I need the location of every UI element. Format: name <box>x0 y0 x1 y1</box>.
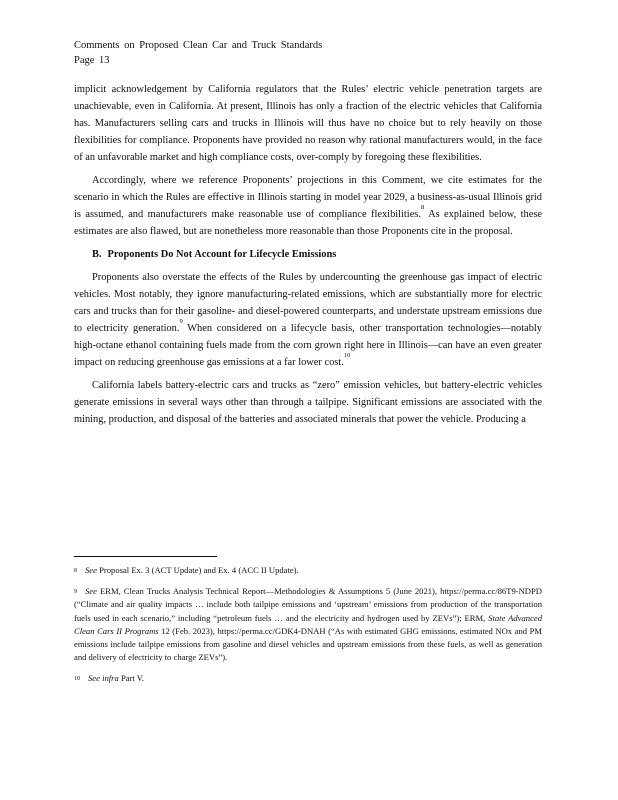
footnote-mark: 8 <box>74 568 77 574</box>
footnote-text: Proposal Ex. 3 (ACT Update) and Ex. 4 (ACC II Update). <box>96 565 299 575</box>
footnote-text-cont: 12 (Feb. 2023), https://perma.cc/GDK4-DNAH (“As with estimated GHG emissions, estimated NOx and PM emissions include tailpipe emissions from gasoline and diesel vehicles and upstream emissions from these fuels, as well as generation and delivery of electricity to charge ZEVs”). <box>74 625 542 663</box>
paragraph-2-text: Accordingly, where we reference Proponents’ projections in this Comment, we cite estimates for the scenario in which the Rules are effective in Illinois starting in model year 2029, a business-as-usual Illinois grid is assumed, and manufacturers make reasonable use of compliance flexibilities. <box>74 175 542 221</box>
paragraph-3-text-cont: When considered on a lifecycle basis, other transportation technologies—notably high-octane ethanol containing fuels made from the corn grown right here in Illinois—can have an even greater impact on reducing greenhouse gas emissions at a far lower cost. <box>74 323 542 369</box>
paragraph-2 <box>74 172 542 240</box>
footnote-mark: 10 <box>74 676 80 683</box>
footnote-signal: See <box>85 586 97 597</box>
header-page-number: Page 13 <box>74 55 110 66</box>
header-title: Comments on Proposed Clean Car and Truck Standards <box>74 40 323 51</box>
footnote-10 <box>74 672 542 685</box>
footnote-signal: See <box>88 673 100 684</box>
paragraph-1: implicit acknowledgement by California regulators that the Rules’ electric vehicle penetration targets are unachievable, even in California. At present, Illinois has only a fraction of the electric vehicles that California has. Manufacturers selling cars and trucks in Illinois will thus have no choice but to rely heavily on those flexibilities for compliance. Proponents have provided no reason why rational manufacturers would, in the face of an unfavorable market and high compliance costs, over-comply by foregoing these flexibilities. <box>74 84 542 164</box>
footnote-ref-8[interactable]: 8 <box>420 204 425 212</box>
footnote-infra: infra <box>102 673 119 684</box>
footnote-ref-9[interactable]: 9 <box>179 318 183 325</box>
section-letter: B. <box>92 249 102 261</box>
paragraph-3-text: Proponents also overstate the effects of the Rules by undercounting the greenhouse gas impact of electric vehicles. Most notably, they ignore manufacturing-related emissions, which are substantially more for electric cars and trucks than for their gasoline- and diesel-powered counterparts, and understate upstream emissions due to electricity generation. <box>74 271 542 334</box>
footnote-8 <box>74 564 542 577</box>
section-title: Proponents Do Not Account for Lifecycle Emissions <box>107 249 337 261</box>
footnote-text: Part V. <box>118 673 145 684</box>
footnotes <box>74 564 542 694</box>
paragraph-3 <box>74 269 542 372</box>
footnote-9 <box>74 585 542 664</box>
footnote-ref-10[interactable]: 10 <box>343 352 351 360</box>
page-header <box>74 38 322 68</box>
paragraph-4: California labels battery-electric cars and trucks as “zero” emission vehicles, but battery-electric vehicles generate emissions in several ways other than through a tailpipe. Significant emissions are associated with the mining, production, and disposal of the batteries and associated minerals that power the vehicle. Producing a <box>74 379 542 426</box>
footnote-mark: 9 <box>74 589 77 596</box>
section-heading <box>74 246 542 263</box>
footnote-text: ERM, Clean Trucks Analysis Technical Report—Methodologies & Assumptions 5 (June 2021), https://perma.cc/86T9-NDPD (“Climate and air quality impacts … include both tailpipe emissions and ‘upstream’ emissions from production of the transportation fuels used in each scenario,” including “petroleum fuels … and the electricity and hydrogen used by ZEVs”); ERM, <box>74 586 542 623</box>
body-text <box>74 81 542 434</box>
footnote-title: State Advanced Clean Cars II Programs <box>74 612 542 636</box>
paragraph-2-text-cont: As explained below, these estimates are also flawed, but are nonetheless more reasonable than those Proponents cite in the proposal. <box>74 209 542 238</box>
footnote-signal: See <box>85 565 97 575</box>
footnote-divider <box>74 556 217 557</box>
